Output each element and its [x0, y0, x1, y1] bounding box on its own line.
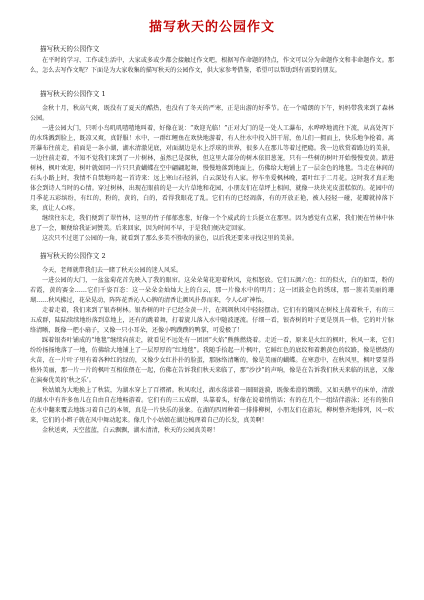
- section-2-paragraph: 踩着银杏叶铺成的“地毯”继续向前走，就看见不远处有一团团“火焰”熊熊燃烧着。走近一看，原来是火红的枫叶，秋风一来，它们纷纷扬扬地落了一地，仿佛给大地铺上了一层厚厚的“红地毯”。我随手拾起一片枫叶，它鲜红色的底纹和着鹅黄色的纹路，像是燃烧的火苗，在一片叶子里有着各种红的绿的，又像少女红扑扑的脸蛋，那脉络清晰的，像是美丽的蝴蝶。在寒意中，在秋风里，枫叶要显得格外美丽，那一片一片的枫叶互相依偎在一起，仿佛在告诉我们秋天来临了，那“沙沙”的声响，像是在告诉我们秋天来临的讯息，又像在演奏优美的‘秋之乐’。: [30, 337, 394, 384]
- section-2-paragraph: 今天，老师就带我们去一睹了秋天公园的迷人风采。: [42, 267, 183, 274]
- document-title: 描写秋天的公园作文: [148, 20, 275, 35]
- section-heading-1: 描写秋天的公园作文 1: [40, 90, 106, 98]
- section-1-paragraph: 这次只不过逛了公园的一角，就看到了那么多美不胜收的景色，以后我还要来寻找这里的美景。: [42, 235, 298, 242]
- intro-paragraph: 在平时的学习、工作或生活中，大家或多或少都会接触过作文吧，根据写作命题的特点，作文可以分为命题作文和非命题作文。那么，怎么去写作文呢？下面是为大家收集的描写秋天的公园作文，供大家参考借鉴，希望可以帮助到有需要的朋友。: [30, 57, 394, 74]
- section-1-paragraph: 一进公园大门，只听小鸟叽叽喳喳地叫着，好像在说：“欢迎光临！”正对大门的是一处人工瀑布，水哗哗地流往下流，从高处泻下的水珠溅到脸上，既凉又爽，真舒服！水中，一群红鲤鱼在欢快地游着，有人往水中投入饼干屑，鱼儿们一拥而上，快乐地争抢着。离开瀑布往前走，前面是一条小湖，湖水清澈见底，对面湖边是水上浮球的世界，很多人在那儿等着过把瘾。我一边欣赏着路边的美景，一边往前走着，不知不觉我们来到了一片树林，虽然已是深秋，但这里大部分的树木依旧葱茏，只有一些树的树叶开始慢慢变黄。踏进树林，枫叶欢迎，树叶就如同一片只只黄蝴蝶在空中翩翩起舞，慢慢地落到地面上，仿佛给大地铺上了一层金色的地毯。当走在林间的石头小路上时，我情不自禁地吟起一首诗来：远上寒山石径斜，白云深处有人家。停车坐爱枫林晚，霜叶红于二月花。这时我才真正地体会到诗人当时的心情。穿过树林，出现在眼前的是一大片草地和花园，小朋友们在草坪上相间，就像一块块光皮蛋糕似的。花园中的月季花五彩缤纷，有红的，粉的，黄的，白的，看得我眼花了乱。它们有的已经凋落，有的开放正艳，被人轻轻一碰，花瓣就掉落下来，真让人心疼。: [30, 125, 394, 212]
- section-1-paragraph: 金秋十月，秋高气爽，既没有了夏天的酷热，也没有了冬天的严寒，正是出游的好季节。在一个晴朗的下午，妈妈带我来到了森林公园。: [30, 105, 394, 122]
- section-2-paragraph: 秋姑娘为大地换上了秋装，为湖水穿上了百褶裙。秋风吹过，湖水荡漾着一圈圈涟漪，既像柔滑的绸缎，又如天鹅平的床单，清澈的湖水中有许多鱼儿在自由自在地畅游着。它们有的三五成群，头靠着头，好像在说着悄悄话；有的在几个一组结伴游泳；还有的独自在水中翻来覆去地练习着自己的本领，真是一片快乐的景象。在湖的四周种着一排排柳树，小朋友们在游玩，柳树整齐地排列，风一吹来，它们的小辫子就在风中舞动起来。像几个小姑娘在湖边梳理着自己的长发，真美啊！: [30, 387, 394, 424]
- section-2-paragraph: 金秋送爽，天空蓝蓝，白云飘飘，湖水清清，秋天的公园真美呀！: [42, 427, 219, 434]
- section-2-paragraph: 一进公园的大门，一盆盆菊花首先映入了我的眼帘。这朵朵菊花迎着秋风，竞相怒放。它们五颜六色：红的似火，白的如雪，粉的若霞，黄的赛金……它们千姿百态：这一朵朵金灿灿大上的白云，那一片像水中的明月；这一团鼓金色的绣球，那一簇若美丽的珊瑚……秋风拂过，花朵晃动，阵阵花香沁人心脾的清香让颜风扑鼻而来，令人心旷神怡。: [30, 277, 394, 304]
- section-2-paragraph: 走着走着，我们来到了银杏树林。银杏树的叶子已经金黄一片，在飒飒秋风中轻轻摆动。它们有的随风在树枝上荡着秋千，有的三五成群，陆陆续续地纷落到草地上，还有的跳着舞，打着旋儿落入水中随波逐流。仔细一看，银杏树的叶子更是别具一格，它的叶片脉络清晰，既像一把小扇子，又像一只小耳朵，还像小鸭蹼蹼的鸭掌，可爱极了！: [30, 307, 394, 334]
- document-subtitle: 描写秋天的公园作文: [40, 45, 100, 53]
- section-1-paragraph: 继续往东走，我们便到了翠竹林，这里的竹子郁郁葱葱，好像一个个威武的士兵挺立在那里。因为感觉有点累，我们便在竹林中休息了一会，顺便给我证词赞美。后来回家，因为时间不早，于是我们便决定回家。: [30, 215, 394, 232]
- section-heading-2: 描写秋天的公园作文 2: [40, 252, 106, 260]
